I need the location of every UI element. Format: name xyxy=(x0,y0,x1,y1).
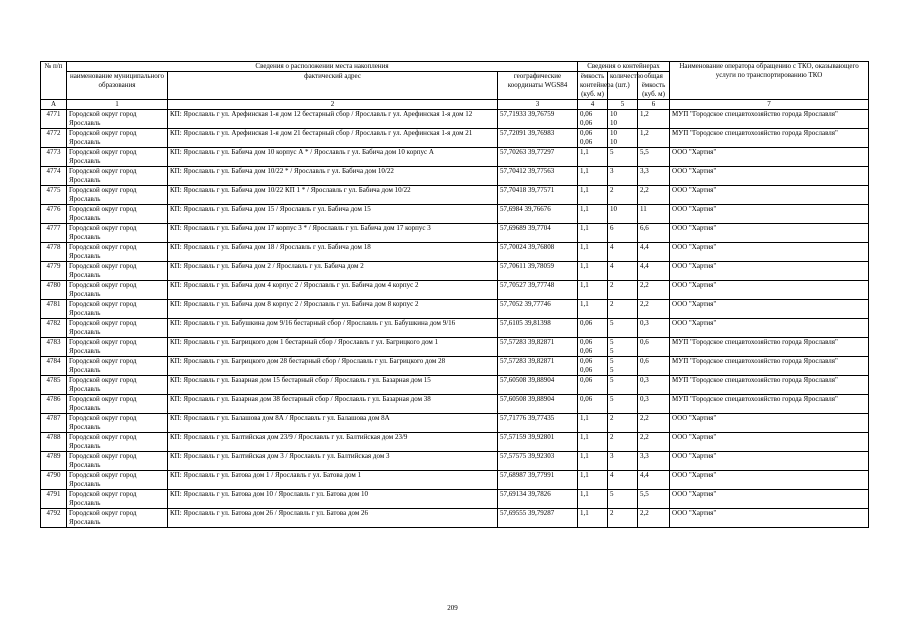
header-container-group: Сведения о контейнерах xyxy=(578,62,670,72)
cell-quantity: 6 xyxy=(608,224,638,243)
cell-quantity: 4 xyxy=(608,471,638,490)
cell-operator: ООО "Хартия" xyxy=(670,243,869,262)
cell-number: 4776 xyxy=(41,205,67,224)
header-quantity: количество (шт.) xyxy=(608,72,638,100)
cell-operator: ООО "Хартия" xyxy=(670,414,869,433)
cell-address: КП: Ярославль г ул. Базарная дом 15 бестарный сбор / Ярославль г ул. Базарная дом 15 xyxy=(168,376,498,395)
cell-address: КП: Ярославль г ул. Арефинская 1-я дом 12 бестарный сбор / Ярославль г ул. Арефинская 1-я дом 12 xyxy=(168,110,498,129)
cell-quantity: 10 10 xyxy=(608,110,638,129)
cell-quantity: 10 xyxy=(608,205,638,224)
header-capacity: ёмкость контейнера (куб. м) xyxy=(578,72,608,100)
cell-coordinates: 57,69555 39,79287 xyxy=(498,509,578,528)
cell-number: 4777 xyxy=(41,224,67,243)
header-location-group: Сведения о расположении места накопления xyxy=(67,62,578,72)
cell-quantity: 4 xyxy=(608,262,638,281)
cell-municipality: Городской округ город Ярославль xyxy=(67,433,168,452)
cell-total-capacity: 0,6 xyxy=(638,338,670,357)
header-operator: Наименование оператора обращению с ТКО, оказывающего услуги по транспортированию ТКО xyxy=(670,62,869,100)
index-cell: 5 xyxy=(608,100,638,110)
cell-capacity: 0,06 xyxy=(578,319,608,338)
cell-municipality: Городской округ город Ярославль xyxy=(67,243,168,262)
cell-coordinates: 57,69689 39,7704 xyxy=(498,224,578,243)
cell-quantity: 4 xyxy=(608,243,638,262)
cell-coordinates: 57,57159 39,92801 xyxy=(498,433,578,452)
cell-coordinates: 57,57283 39,82871 xyxy=(498,357,578,376)
cell-municipality: Городской округ город Ярославль xyxy=(67,376,168,395)
table-row xyxy=(41,395,869,414)
cell-capacity: 0,06 0,06 xyxy=(578,357,608,376)
table-row xyxy=(41,414,869,433)
cell-address: КП: Ярославль г ул. Бабича дом 10 корпус А * / Ярославль г ул. Бабича дом 10 корпус А xyxy=(168,148,498,167)
cell-number: 4786 xyxy=(41,395,67,414)
cell-capacity: 1,1 xyxy=(578,205,608,224)
header-row-1 xyxy=(41,62,869,72)
cell-capacity: 1,1 xyxy=(578,148,608,167)
cell-address: КП: Ярославль г ул. Балашова дом 8А / Ярославль г ул. Балашова дом 8А xyxy=(168,414,498,433)
table-row xyxy=(41,300,869,319)
table-row xyxy=(41,281,869,300)
table-row xyxy=(41,205,869,224)
cell-operator: ООО "Хартия" xyxy=(670,281,869,300)
cell-operator: ООО "Хартия" xyxy=(670,167,869,186)
cell-number: 4784 xyxy=(41,357,67,376)
cell-municipality: Городской округ город Ярославль xyxy=(67,319,168,338)
cell-coordinates: 57,68987 39,77991 xyxy=(498,471,578,490)
cell-operator: МУП "Городское спецавтохозяйство города Ярославля" xyxy=(670,357,869,376)
cell-address: КП: Ярославль г ул. Бабича дом 15 / Ярославль г ул. Бабича дом 15 xyxy=(168,205,498,224)
table-row xyxy=(41,376,869,395)
header-coords: географические координаты WGS84 xyxy=(498,72,578,100)
cell-operator: МУП "Городское спецавтохозяйство города Ярославля" xyxy=(670,376,869,395)
cell-number: 4773 xyxy=(41,148,67,167)
index-cell: 7 xyxy=(670,100,869,110)
cell-number: 4785 xyxy=(41,376,67,395)
cell-number: 4771 xyxy=(41,110,67,129)
cell-municipality: Городской округ город Ярославль xyxy=(67,490,168,509)
cell-coordinates: 57,70418 39,77571 xyxy=(498,186,578,205)
cell-number: 4779 xyxy=(41,262,67,281)
cell-address: КП: Ярославль г ул. Багрицкого дом 28 бестарный сбор / Ярославль г ул. Багрицкого дом 28 xyxy=(168,357,498,376)
cell-quantity: 5 xyxy=(608,490,638,509)
cell-address: КП: Ярославль г ул. Бабушкина дом 9/16 бестарный сбор / Ярославль г ул. Бабушкина дом 9/16 xyxy=(168,319,498,338)
cell-number: 4791 xyxy=(41,490,67,509)
cell-number: 4775 xyxy=(41,186,67,205)
cell-quantity: 5 5 xyxy=(608,338,638,357)
cell-capacity: 1,1 xyxy=(578,452,608,471)
cell-municipality: Городской округ город Ярославль xyxy=(67,167,168,186)
waste-sites-table xyxy=(40,61,869,528)
cell-coordinates: 57,70527 39,77748 xyxy=(498,281,578,300)
table-row xyxy=(41,243,869,262)
cell-number: 4774 xyxy=(41,167,67,186)
cell-coordinates: 57,71933 39,76759 xyxy=(498,110,578,129)
table-row xyxy=(41,167,869,186)
cell-total-capacity: 1,2 xyxy=(638,110,670,129)
cell-address: КП: Ярославль г ул. Балтийская дом 3 / Ярославль г ул. Балтийская дом 3 xyxy=(168,452,498,471)
cell-coordinates: 57,60508 39,88904 xyxy=(498,376,578,395)
table-row xyxy=(41,509,869,528)
cell-total-capacity: 0,3 xyxy=(638,395,670,414)
cell-address: КП: Ярославль г ул. Батова дом 26 / Ярославль г ул. Батова дом 26 xyxy=(168,509,498,528)
cell-capacity: 1,1 xyxy=(578,262,608,281)
cell-address: КП: Ярославль г ул. Багрицкого дом 1 бестарный сбор / Ярославль г ул. Багрицкого дом 1 xyxy=(168,338,498,357)
cell-municipality: Городской округ город Ярославль xyxy=(67,205,168,224)
cell-address: КП: Ярославль г ул. Бабича дом 18 / Ярославль г ул. Бабича дом 18 xyxy=(168,243,498,262)
cell-coordinates: 57,6105 39,81398 xyxy=(498,319,578,338)
cell-capacity: 1,1 xyxy=(578,433,608,452)
table-row xyxy=(41,262,869,281)
cell-municipality: Городской округ город Ярославль xyxy=(67,224,168,243)
cell-quantity: 10 10 xyxy=(608,129,638,148)
cell-operator: ООО "Хартия" xyxy=(670,490,869,509)
cell-municipality: Городской округ город Ярославль xyxy=(67,414,168,433)
cell-capacity: 1,1 xyxy=(578,186,608,205)
cell-quantity: 5 xyxy=(608,148,638,167)
cell-operator: ООО "Хартия" xyxy=(670,300,869,319)
header-index-row xyxy=(41,100,869,110)
table-row xyxy=(41,319,869,338)
table-row xyxy=(41,490,869,509)
cell-number: 4788 xyxy=(41,433,67,452)
cell-operator: ООО "Хартия" xyxy=(670,509,869,528)
cell-capacity: 0,06 xyxy=(578,376,608,395)
cell-address: КП: Ярославль г ул. Батова дом 1 / Ярославль г ул. Батова дом 1 xyxy=(168,471,498,490)
cell-operator: ООО "Хартия" xyxy=(670,205,869,224)
cell-municipality: Городской округ город Ярославль xyxy=(67,262,168,281)
header-num: № п/п xyxy=(41,62,67,100)
cell-capacity: 0,06 0,06 xyxy=(578,110,608,129)
cell-number: 4789 xyxy=(41,452,67,471)
cell-municipality: Городской округ город Ярославль xyxy=(67,509,168,528)
cell-operator: ООО "Хартия" xyxy=(670,148,869,167)
page-number: 209 xyxy=(447,604,458,612)
cell-address: КП: Ярославль г ул. Бабича дом 4 корпус 2 / Ярославль г ул. Бабича дом 4 корпус 2 xyxy=(168,281,498,300)
cell-coordinates: 57,72091 39,76983 xyxy=(498,129,578,148)
cell-address: КП: Ярославль г ул. Бабича дом 17 корпус 3 * / Ярославль г ул. Бабича дом 17 корпус 3 xyxy=(168,224,498,243)
index-cell: 6 xyxy=(638,100,670,110)
table-row xyxy=(41,110,869,129)
cell-quantity: 5 xyxy=(608,376,638,395)
cell-municipality: Городской округ город Ярославль xyxy=(67,186,168,205)
cell-address: КП: Ярославль г ул. Бабича дом 2 / Ярославль г ул. Бабича дом 2 xyxy=(168,262,498,281)
cell-capacity: 1,1 xyxy=(578,243,608,262)
cell-quantity: 5 xyxy=(608,395,638,414)
cell-municipality: Городской округ город Ярославль xyxy=(67,300,168,319)
cell-coordinates: 57,69134 39,7826 xyxy=(498,490,578,509)
cell-quantity: 2 xyxy=(608,186,638,205)
cell-address: КП: Ярославль г ул. Базарная дом 38 бестарный сбор / Ярославль г ул. Базарная дом 38 xyxy=(168,395,498,414)
table-row xyxy=(41,148,869,167)
index-cell: 3 xyxy=(498,100,578,110)
cell-number: 4782 xyxy=(41,319,67,338)
cell-capacity: 1,1 xyxy=(578,281,608,300)
cell-total-capacity: 0,3 xyxy=(638,376,670,395)
cell-number: 4781 xyxy=(41,300,67,319)
cell-capacity: 1,1 xyxy=(578,509,608,528)
cell-total-capacity: 2,2 xyxy=(638,281,670,300)
table-row xyxy=(41,433,869,452)
header-address: фактический адрес xyxy=(168,72,498,100)
cell-municipality: Городской округ город Ярославль xyxy=(67,357,168,376)
cell-operator: МУП "Городское спецавтохозяйство города Ярославля" xyxy=(670,129,869,148)
cell-quantity: 5 xyxy=(608,319,638,338)
cell-municipality: Городской округ город Ярославль xyxy=(67,129,168,148)
cell-total-capacity: 3,3 xyxy=(638,167,670,186)
cell-total-capacity: 11 xyxy=(638,205,670,224)
cell-coordinates: 57,70611 39,78059 xyxy=(498,262,578,281)
cell-total-capacity: 2,2 xyxy=(638,414,670,433)
index-cell: 1 xyxy=(67,100,168,110)
cell-number: 4792 xyxy=(41,509,67,528)
cell-operator: МУП "Городское спецавтохозяйство города Ярославля" xyxy=(670,110,869,129)
cell-municipality: Городской округ город Ярославль xyxy=(67,452,168,471)
index-cell: 4 xyxy=(578,100,608,110)
cell-operator: МУП "Городское спецавтохозяйство города Ярославля" xyxy=(670,338,869,357)
cell-operator: ООО "Хартия" xyxy=(670,224,869,243)
cell-total-capacity: 1,2 xyxy=(638,129,670,148)
cell-municipality: Городской округ город Ярославль xyxy=(67,338,168,357)
cell-capacity: 0,06 0,06 xyxy=(578,338,608,357)
cell-capacity: 0,06 0,06 xyxy=(578,129,608,148)
cell-municipality: Городской округ город Ярославль xyxy=(67,110,168,129)
header-total: общая ёмкость (куб. м) xyxy=(638,72,670,100)
cell-quantity: 2 xyxy=(608,281,638,300)
cell-coordinates: 57,70412 39,77563 xyxy=(498,167,578,186)
cell-operator: МУП "Городское спецавтохозяйство города Ярославля" xyxy=(670,395,869,414)
cell-number: 4778 xyxy=(41,243,67,262)
cell-total-capacity: 2,2 xyxy=(638,300,670,319)
cell-coordinates: 57,70024 39,76808 xyxy=(498,243,578,262)
cell-coordinates: 57,71776 39,77435 xyxy=(498,414,578,433)
cell-address: КП: Ярославль г ул. Балтийская дом 23/9 / Ярославль г ул. Балтийская дом 23/9 xyxy=(168,433,498,452)
cell-capacity: 1,1 xyxy=(578,300,608,319)
table-row xyxy=(41,129,869,148)
cell-capacity: 1,1 xyxy=(578,224,608,243)
cell-total-capacity: 0,6 xyxy=(638,357,670,376)
cell-operator: ООО "Хартия" xyxy=(670,319,869,338)
cell-number: 4772 xyxy=(41,129,67,148)
cell-quantity: 2 xyxy=(608,414,638,433)
header-municipality: наименование муниципального образования xyxy=(67,72,168,100)
cell-coordinates: 57,7052 39,77746 xyxy=(498,300,578,319)
cell-total-capacity: 6,6 xyxy=(638,224,670,243)
cell-coordinates: 57,6984 39,76676 xyxy=(498,205,578,224)
cell-quantity: 2 xyxy=(608,433,638,452)
cell-municipality: Городской округ город Ярославль xyxy=(67,281,168,300)
cell-number: 4780 xyxy=(41,281,67,300)
index-cell: А xyxy=(41,100,67,110)
index-cell: 2 xyxy=(168,100,498,110)
cell-total-capacity: 4,4 xyxy=(638,262,670,281)
cell-address: КП: Ярославль г ул. Бабича дом 10/22 * / Ярославль г ул. Бабича дом 10/22 xyxy=(168,167,498,186)
table-row xyxy=(41,471,869,490)
cell-total-capacity: 4,4 xyxy=(638,243,670,262)
cell-total-capacity: 2,2 xyxy=(638,186,670,205)
cell-address: КП: Ярославль г ул. Бабича дом 8 корпус 2 / Ярославль г ул. Бабича дом 8 корпус 2 xyxy=(168,300,498,319)
cell-capacity: 1,1 xyxy=(578,414,608,433)
cell-number: 4787 xyxy=(41,414,67,433)
cell-total-capacity: 2,2 xyxy=(638,509,670,528)
cell-number: 4790 xyxy=(41,471,67,490)
cell-quantity: 3 xyxy=(608,452,638,471)
table-row xyxy=(41,186,869,205)
cell-quantity: 3 xyxy=(608,167,638,186)
cell-quantity: 2 xyxy=(608,300,638,319)
cell-operator: ООО "Хартия" xyxy=(670,452,869,471)
cell-municipality: Городской округ город Ярославль xyxy=(67,148,168,167)
cell-operator: ООО "Хартия" xyxy=(670,433,869,452)
cell-municipality: Городской округ город Ярославль xyxy=(67,471,168,490)
cell-capacity: 1,1 xyxy=(578,471,608,490)
cell-total-capacity: 2,2 xyxy=(638,433,670,452)
cell-capacity: 1,1 xyxy=(578,490,608,509)
table-row xyxy=(41,357,869,376)
cell-capacity: 1,1 xyxy=(578,167,608,186)
table-body xyxy=(41,110,869,528)
table-row xyxy=(41,224,869,243)
cell-operator: ООО "Хартия" xyxy=(670,471,869,490)
cell-address: КП: Ярославль г ул. Арефинская 1-я дом 21 бестарный сбор / Ярославль г ул. Арефинская 1-я дом 21 xyxy=(168,129,498,148)
cell-total-capacity: 0,3 xyxy=(638,319,670,338)
document-page xyxy=(40,61,868,528)
table-row xyxy=(41,452,869,471)
cell-coordinates: 57,57575 39,92303 xyxy=(498,452,578,471)
cell-address: КП: Ярославль г ул. Батова дом 10 / Ярославль г ул. Батова дом 10 xyxy=(168,490,498,509)
cell-operator: ООО "Хартия" xyxy=(670,186,869,205)
cell-operator: ООО "Хартия" xyxy=(670,262,869,281)
cell-quantity: 2 xyxy=(608,509,638,528)
cell-capacity: 0,06 xyxy=(578,395,608,414)
cell-number: 4783 xyxy=(41,338,67,357)
cell-total-capacity: 5,5 xyxy=(638,490,670,509)
cell-total-capacity: 5,5 xyxy=(638,148,670,167)
cell-total-capacity: 4,4 xyxy=(638,471,670,490)
cell-coordinates: 57,70263 39,77297 xyxy=(498,148,578,167)
cell-total-capacity: 3,3 xyxy=(638,452,670,471)
cell-quantity: 5 5 xyxy=(608,357,638,376)
table-row xyxy=(41,338,869,357)
cell-coordinates: 57,57283 39,82871 xyxy=(498,338,578,357)
cell-address: КП: Ярославль г ул. Бабича дом 10/22 КП 1 * / Ярославль г ул. Бабича дом 10/22 xyxy=(168,186,498,205)
cell-coordinates: 57,60508 39,88904 xyxy=(498,395,578,414)
cell-municipality: Городской округ город Ярославль xyxy=(67,395,168,414)
